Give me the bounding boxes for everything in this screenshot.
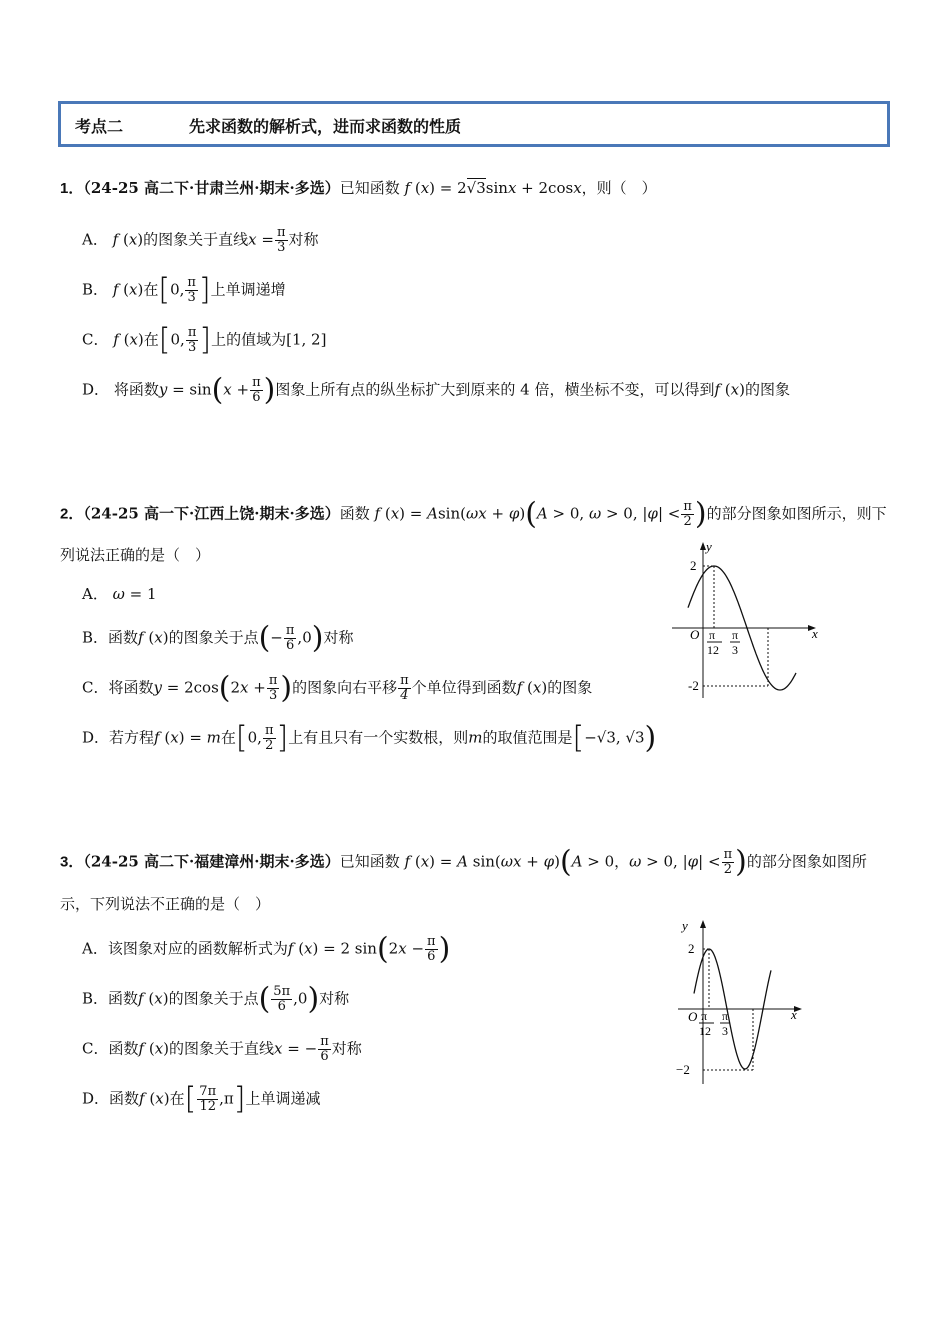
q3-stem-line2: 示，下列说法不正确的是（ ） [60,895,271,913]
q2-option-c[interactable]: C．将函数y = 2cos(2x + $\frac{\pi}{3}$ )的图象向右平移 $\frac{\pi}{4}$ 个单位得到函数f (x)的图象 [82,670,593,706]
q2-tick1-num: π [709,628,716,642]
q3-y-label: y [682,918,688,933]
q2-y-bottom: -2 [688,678,699,693]
q2-option-b[interactable]: B．函数f (x)的图象关于点(− $\frac{\pi}{6}$ ,0)对称 [82,620,354,656]
q1-option-c[interactable]: C． f (x)在[0, $\frac{\pi}{3}$ ]上的值域为[1, 2] [82,322,327,358]
section-header [58,101,890,147]
q2-number: 2． [60,505,84,523]
q1-option-a[interactable]: A． f (x)的图象关于直线x = $\frac{\pi}{3}$ 对称 [82,225,319,255]
q3-graph [668,916,818,1088]
q2-option-a[interactable]: A． ω = 1 [82,585,157,603]
q2-origin: O [690,627,700,642]
q1-option-b[interactable]: B． f (x)在[0, $\frac{\pi}{3}$ ]上单调递增 [82,272,286,308]
section-label: 考点二 [75,117,124,136]
q2-graph [670,538,830,700]
q3-y-bottom: −2 [676,1062,690,1077]
q1-source: （24-25 高二下·甘肃兰州·期末·多选） [83,179,340,197]
q2-stem: 2．（24-25 高一下·江西上饶·期末·多选）函数 f (x) = Asin(ωx + φ)(A > 0, ω > 0, |φ| < $\frac{\pi}{2}$ )的部分图象如图所示，则下 [60,496,887,532]
q3-option-d[interactable]: D．函数f (x)在[ $\frac{7\pi}{12}$ ,π]上单调递减 [82,1081,321,1117]
q2-option-d[interactable]: D．若方程f (x) = m在[0, $\frac{\pi}{2}$ ]上有且只有一个实数根，则m的取值范围是[−√3, √3) [82,720,657,756]
q2-y-label: y [706,539,712,554]
q3-number: 3． [60,853,84,871]
q3-stem: 3．（24-25 高二下·福建漳州·期末·多选）已知函数 f (x) = A sin(ωx + φ)(A > 0，ω > 0, |φ| < $\frac{\pi}{2}$ )的部分图象如图所 [60,844,867,880]
q2-tick2-num: π [732,628,739,642]
q3-tick1-den: 12 [699,1024,711,1038]
q2-stem-line2: 列说法正确的是（ ） [60,546,211,564]
q2-source: （24-25 高一下·江西上饶·期末·多选） [83,504,340,523]
section-title: 先求函数的解析式，进而求函数的性质 [189,117,462,136]
q3-origin: O [688,1009,698,1024]
q2-tick1-den: 12 [707,643,719,657]
q3-tick2-den: 3 [722,1024,728,1038]
q2-tick2-den: 3 [732,643,738,657]
q3-tick1-num: π [701,1009,708,1023]
q3-y-top: 2 [688,941,695,956]
q1-number: 1． [60,180,84,197]
q3-tick2-num: π [722,1009,729,1023]
q1-stem: 1．（24-25 高二下·甘肃兰州·期末·多选）已知函数 f (x) = 2√3sinx + 2cosx，则（ ） [60,179,657,197]
q2-y-top: 2 [690,558,697,573]
q3-option-b[interactable]: B．函数f (x)的图象关于点( $\frac{5\pi}{6}$ ,0)对称 [82,981,350,1017]
q3-option-c[interactable]: C．函数f (x)的图象关于直线x = − $\frac{\pi}{6}$ 对称 [82,1034,362,1064]
q2-x-label: x [812,626,818,641]
q3-x-label: x [791,1007,797,1022]
q3-option-a[interactable]: A．该图象对应的函数解析式为f (x) = 2 sin(2x − $\frac{\pi}{6}$ ) [82,931,451,967]
q3-source: （24-25 高二下·福建漳州·期末·多选） [83,852,340,871]
q1-option-d[interactable]: D． 将函数y = sin(x + $\frac{\pi}{6}$ )图象上所有点的纵坐标扩大到原来的 4 倍，横坐标不变，可以得到f (x)的图象 [82,372,790,408]
